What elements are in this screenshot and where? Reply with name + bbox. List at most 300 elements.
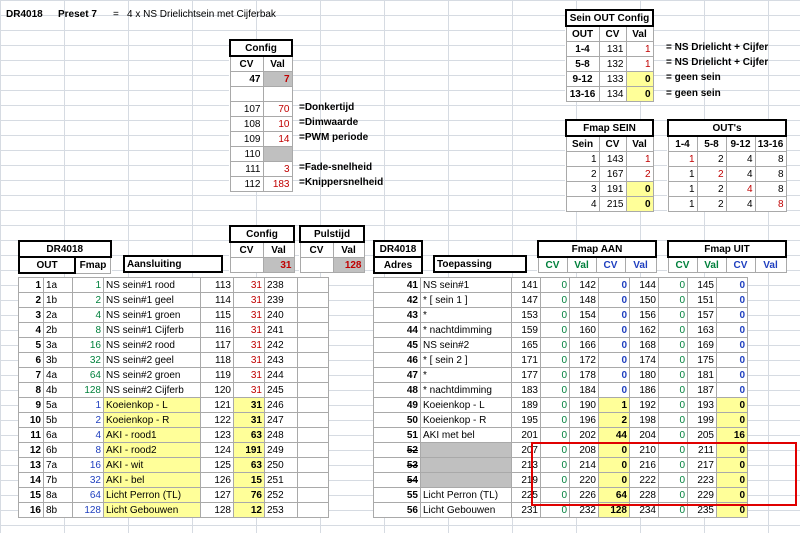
config-val[interactable]: 31 bbox=[234, 293, 265, 308]
config-cv[interactable]: 124 bbox=[201, 443, 234, 458]
puls-val-header: Val bbox=[333, 242, 364, 258]
uit-val1[interactable]: 0 bbox=[659, 323, 688, 338]
aan-val2[interactable]: 0 bbox=[599, 383, 630, 398]
uit-cv1[interactable]: 180 bbox=[630, 368, 659, 383]
config-cv[interactable]: 120 bbox=[201, 383, 234, 398]
uit-cv1[interactable]: 210 bbox=[630, 443, 659, 458]
config-val[interactable]: 15 bbox=[234, 473, 265, 488]
aan-cv1[interactable]: 147 bbox=[512, 293, 541, 308]
output-pin: 8a bbox=[44, 488, 73, 503]
pulstijd-val[interactable] bbox=[298, 383, 329, 398]
pulstijd-val[interactable] bbox=[298, 443, 329, 458]
uit-val1[interactable]: 0 bbox=[659, 368, 688, 383]
address-number: 41 bbox=[374, 278, 421, 293]
address-number: 42 bbox=[374, 293, 421, 308]
config-cv[interactable]: 119 bbox=[201, 368, 234, 383]
pulstijd-val[interactable] bbox=[298, 503, 329, 518]
pulstijd-val[interactable] bbox=[298, 338, 329, 353]
fmap-sein-cv[interactable]: 215 bbox=[599, 197, 626, 212]
pulstijd-cv[interactable]: 240 bbox=[265, 308, 298, 323]
config-val[interactable]: 70 bbox=[263, 102, 292, 117]
sein-out-val[interactable]: 0 bbox=[626, 72, 653, 87]
aan-cv2[interactable]: 232 bbox=[570, 503, 599, 518]
uit-val1[interactable]: 0 bbox=[659, 473, 688, 488]
output-pin: 8b bbox=[44, 503, 73, 518]
output-pin: 7b bbox=[44, 473, 73, 488]
config-val[interactable]: 3 bbox=[263, 162, 292, 177]
uit-cv1[interactable]: 144 bbox=[630, 278, 659, 293]
aansluiting-name[interactable]: Koeienkop - R bbox=[104, 413, 201, 428]
uit-cv1[interactable]: 150 bbox=[630, 293, 659, 308]
pulstijd-val[interactable] bbox=[298, 488, 329, 503]
toepassing-name[interactable]: Licht Gebouwen bbox=[421, 503, 512, 518]
config-val[interactable]: 31 bbox=[234, 353, 265, 368]
aan-cv2[interactable]: 184 bbox=[570, 383, 599, 398]
uit-val1[interactable]: 0 bbox=[659, 503, 688, 518]
aan-val2[interactable]: 0 bbox=[599, 323, 630, 338]
config-val[interactable]: 10 bbox=[263, 117, 292, 132]
outs-cell: 1 bbox=[668, 197, 697, 212]
uit-cv1[interactable]: 216 bbox=[630, 458, 659, 473]
uit-val1[interactable]: 0 bbox=[659, 458, 688, 473]
uit-cv1[interactable]: 228 bbox=[630, 488, 659, 503]
sein-out-cv[interactable]: 133 bbox=[599, 72, 626, 87]
aan-cv1[interactable]: 141 bbox=[512, 278, 541, 293]
aan-cv2[interactable]: 208 bbox=[570, 443, 599, 458]
fmap-value: 8 bbox=[73, 323, 104, 338]
aan-cv1[interactable]: 189 bbox=[512, 398, 541, 413]
aan-cv2[interactable]: 178 bbox=[570, 368, 599, 383]
pulstijd-cv[interactable]: 249 bbox=[265, 443, 298, 458]
aan-cv1[interactable]: 171 bbox=[512, 353, 541, 368]
uit-val2[interactable]: 0 bbox=[717, 458, 748, 473]
pulstijd-val[interactable] bbox=[298, 428, 329, 443]
output-number: 13 bbox=[19, 458, 44, 473]
aansluiting-name[interactable]: NS sein#2 rood bbox=[104, 338, 201, 353]
pulstijd-val[interactable] bbox=[298, 368, 329, 383]
toepassing-name[interactable]: NS sein#1 bbox=[421, 278, 512, 293]
address-number: 45 bbox=[374, 338, 421, 353]
config-val[interactable]: 31 bbox=[234, 323, 265, 338]
outs-cell: 8 bbox=[755, 152, 786, 167]
right-device-header: DR4018 bbox=[374, 241, 422, 257]
aan-val1[interactable]: 0 bbox=[541, 458, 570, 473]
uit-val2[interactable]: 0 bbox=[717, 353, 748, 368]
fmap-sein-val[interactable]: 1 bbox=[626, 152, 653, 167]
address-number: 44 bbox=[374, 323, 421, 338]
config-val[interactable]: 191 bbox=[234, 443, 265, 458]
fmap-sein-val[interactable]: 0 bbox=[626, 182, 653, 197]
uit-cv1[interactable]: 186 bbox=[630, 383, 659, 398]
config-cv[interactable]: 111 bbox=[230, 162, 263, 177]
config-cv[interactable]: 110 bbox=[230, 147, 263, 162]
toepassing-name[interactable]: Koeienkop - R bbox=[421, 413, 512, 428]
uit-val2[interactable]: 0 bbox=[717, 338, 748, 353]
uit-cv1[interactable]: 234 bbox=[630, 503, 659, 518]
toepassing-name[interactable] bbox=[421, 443, 512, 458]
config-cv[interactable]: 47 bbox=[230, 72, 263, 87]
fmap-value: 8 bbox=[73, 443, 104, 458]
aan-val1[interactable]: 0 bbox=[541, 443, 570, 458]
aansluiting-name[interactable]: AKI - bel bbox=[104, 473, 201, 488]
uit-val2[interactable]: 16 bbox=[717, 428, 748, 443]
aan-cv1[interactable]: 159 bbox=[512, 323, 541, 338]
config-cv[interactable]: 121 bbox=[201, 398, 234, 413]
sein-out-val[interactable]: 1 bbox=[626, 57, 653, 72]
aan-val1[interactable]: 0 bbox=[541, 488, 570, 503]
uit-val1[interactable]: 0 bbox=[659, 443, 688, 458]
aansluiting-name[interactable]: NS sein#2 geel bbox=[104, 353, 201, 368]
output-number: 1 bbox=[19, 278, 44, 293]
uit-val2[interactable]: 0 bbox=[717, 473, 748, 488]
aan-val2[interactable]: 128 bbox=[599, 503, 630, 518]
aan-cv1[interactable]: 153 bbox=[512, 308, 541, 323]
pulstijd-val[interactable] bbox=[298, 413, 329, 428]
uit-val1[interactable]: 0 bbox=[659, 488, 688, 503]
config-val[interactable] bbox=[263, 147, 292, 162]
aan-cv2[interactable]: 202 bbox=[570, 428, 599, 443]
pulstijd-cv[interactable]: 244 bbox=[265, 368, 298, 383]
address-row bbox=[374, 383, 748, 398]
aan-cv2[interactable]: 214 bbox=[570, 458, 599, 473]
uit-val2[interactable]: 0 bbox=[717, 413, 748, 428]
aan-val2[interactable]: 1 bbox=[599, 398, 630, 413]
output-number: 3 bbox=[19, 308, 44, 323]
pulstijd-cv[interactable]: 253 bbox=[265, 503, 298, 518]
uit-cv2[interactable]: 151 bbox=[688, 293, 717, 308]
toepassing-name[interactable]: * bbox=[421, 308, 512, 323]
uit-cv2[interactable]: 205 bbox=[688, 428, 717, 443]
output-pin: 7a bbox=[44, 458, 73, 473]
uit-val2[interactable]: 0 bbox=[717, 293, 748, 308]
output-row bbox=[19, 323, 329, 338]
aan-cv1[interactable]: 177 bbox=[512, 368, 541, 383]
fmap-sein-val[interactable]: 0 bbox=[626, 197, 653, 212]
aan-val2[interactable]: 0 bbox=[599, 353, 630, 368]
uit-cv2[interactable]: 229 bbox=[688, 488, 717, 503]
sein-out-config-table bbox=[565, 9, 654, 102]
aan-val2[interactable]: 0 bbox=[599, 368, 630, 383]
pulstijd-cv[interactable]: 246 bbox=[265, 398, 298, 413]
aansluiting-name[interactable]: NS sein#1 groen bbox=[104, 308, 201, 323]
output-number: 4 bbox=[19, 323, 44, 338]
uit-val2[interactable]: 0 bbox=[717, 398, 748, 413]
uit-val1[interactable]: 0 bbox=[659, 413, 688, 428]
toepassing-name[interactable]: * nachtdimming bbox=[421, 383, 512, 398]
toepassing-name[interactable]: * [ sein 2 ] bbox=[421, 353, 512, 368]
toepassing-name[interactable]: * [ sein 1 ] bbox=[421, 293, 512, 308]
pulstijd-cv[interactable]: 242 bbox=[265, 338, 298, 353]
pulstijd-val[interactable] bbox=[298, 353, 329, 368]
uit-cv2[interactable]: 235 bbox=[688, 503, 717, 518]
aansluiting-name[interactable]: Licht Perron (TL) bbox=[104, 488, 201, 503]
sein-out-cv[interactable]: 132 bbox=[599, 57, 626, 72]
config-val[interactable]: 31 bbox=[234, 338, 265, 353]
aan-cv2[interactable]: 142 bbox=[570, 278, 599, 293]
aan-val1[interactable]: 0 bbox=[541, 323, 570, 338]
config-cv[interactable]: 125 bbox=[201, 458, 234, 473]
aan-val1[interactable]: 0 bbox=[541, 503, 570, 518]
config-val[interactable]: 7 bbox=[263, 72, 292, 87]
toepassing-name[interactable]: AKI met bel bbox=[421, 428, 512, 443]
uit-cv1[interactable]: 168 bbox=[630, 338, 659, 353]
config-val[interactable]: 31 bbox=[234, 398, 265, 413]
sein-out-range: 5-8 bbox=[566, 57, 599, 72]
aan-cv2[interactable]: 166 bbox=[570, 338, 599, 353]
config-val[interactable]: 31 bbox=[234, 278, 265, 293]
aan-val1[interactable]: 0 bbox=[541, 383, 570, 398]
fmap-sein-val[interactable]: 2 bbox=[626, 167, 653, 182]
config-val[interactable]: 14 bbox=[263, 132, 292, 147]
aansluiting-name[interactable]: NS sein#1 geel bbox=[104, 293, 201, 308]
toepassing-header: Toepassing bbox=[434, 256, 526, 272]
uit-cv1[interactable]: 222 bbox=[630, 473, 659, 488]
uit-cv1[interactable]: 192 bbox=[630, 398, 659, 413]
config-cv[interactable]: 113 bbox=[201, 278, 234, 293]
config-cv[interactable]: 122 bbox=[201, 413, 234, 428]
aan-cv1[interactable]: 219 bbox=[512, 473, 541, 488]
pulstijd-cv[interactable]: 252 bbox=[265, 488, 298, 503]
output-row bbox=[19, 458, 329, 473]
pulstijd-cv[interactable]: 241 bbox=[265, 323, 298, 338]
uit-cv2[interactable]: 187 bbox=[688, 383, 717, 398]
aan-cv2[interactable]: 196 bbox=[570, 413, 599, 428]
aan-cv2[interactable]: 154 bbox=[570, 308, 599, 323]
outs-cell: 2 bbox=[697, 167, 726, 182]
aan-val2[interactable]: 0 bbox=[599, 473, 630, 488]
aan-cv2[interactable]: 160 bbox=[570, 323, 599, 338]
pulstijd-cv[interactable]: 251 bbox=[265, 473, 298, 488]
pulstijd-cv[interactable]: 247 bbox=[265, 413, 298, 428]
toepassing-name[interactable]: Licht Perron (TL) bbox=[421, 488, 512, 503]
pulstijd-val[interactable] bbox=[298, 308, 329, 323]
uit-val2[interactable]: 0 bbox=[717, 383, 748, 398]
aan-val2[interactable]: 0 bbox=[599, 338, 630, 353]
fmap-uit-header bbox=[667, 240, 787, 273]
config-cv[interactable]: 126 bbox=[201, 473, 234, 488]
sein-out-label: = NS Drielicht + Cijfer bbox=[666, 57, 769, 68]
sein-out-val[interactable]: 0 bbox=[626, 87, 653, 102]
aan-cv1[interactable]: 195 bbox=[512, 413, 541, 428]
puls-master-val[interactable]: 128 bbox=[333, 258, 364, 273]
output-pin: 5b bbox=[44, 413, 73, 428]
uit-val1[interactable]: 0 bbox=[659, 293, 688, 308]
uit-val2[interactable]: 0 bbox=[717, 278, 748, 293]
pulstijd-title: Pulstijd bbox=[300, 226, 364, 242]
aansluiting-name[interactable]: Licht Gebouwen bbox=[104, 503, 201, 518]
uit-cv1[interactable]: 156 bbox=[630, 308, 659, 323]
fmap-sein-cv[interactable]: 167 bbox=[599, 167, 626, 182]
aansluiting-name[interactable]: AKI - wit bbox=[104, 458, 201, 473]
uit-val2[interactable]: 0 bbox=[717, 488, 748, 503]
aan-val1[interactable]: 0 bbox=[541, 353, 570, 368]
config-cv[interactable]: 123 bbox=[201, 428, 234, 443]
aan-cv2[interactable]: 148 bbox=[570, 293, 599, 308]
uit-cv1[interactable]: 162 bbox=[630, 323, 659, 338]
address-number: 50 bbox=[374, 413, 421, 428]
output-pin: 4a bbox=[44, 368, 73, 383]
aan-val2[interactable]: 0 bbox=[599, 443, 630, 458]
aan-cv2-header: CV bbox=[596, 257, 625, 273]
aan-cv1[interactable]: 165 bbox=[512, 338, 541, 353]
uit-val2[interactable]: 0 bbox=[717, 443, 748, 458]
aan-val1[interactable]: 0 bbox=[541, 338, 570, 353]
pulstijd-cv[interactable]: 238 bbox=[265, 278, 298, 293]
pulstijd-cv[interactable]: 239 bbox=[265, 293, 298, 308]
toepassing-name[interactable]: * nachtdimming bbox=[421, 323, 512, 338]
uit-val1[interactable]: 0 bbox=[659, 383, 688, 398]
pulstijd-val[interactable] bbox=[298, 473, 329, 488]
config-val[interactable]: 76 bbox=[234, 488, 265, 503]
config-val[interactable]: 31 bbox=[234, 413, 265, 428]
aan-cv1[interactable]: 183 bbox=[512, 383, 541, 398]
aansluiting-name[interactable]: NS sein#2 groen bbox=[104, 368, 201, 383]
aan-cv2[interactable]: 226 bbox=[570, 488, 599, 503]
config2-master-val[interactable]: 31 bbox=[263, 258, 294, 273]
aan-val2[interactable]: 44 bbox=[599, 428, 630, 443]
aan-cv2[interactable]: 220 bbox=[570, 473, 599, 488]
pulstijd-cv[interactable]: 243 bbox=[265, 353, 298, 368]
aan-cv1[interactable]: 201 bbox=[512, 428, 541, 443]
uit-val1[interactable]: 0 bbox=[659, 398, 688, 413]
uit-val1[interactable]: 0 bbox=[659, 353, 688, 368]
aan-cv2[interactable]: 172 bbox=[570, 353, 599, 368]
uit-cv2[interactable]: 175 bbox=[688, 353, 717, 368]
output-row bbox=[19, 383, 329, 398]
config-cv[interactable]: 128 bbox=[201, 503, 234, 518]
aan-cv1[interactable]: 225 bbox=[512, 488, 541, 503]
config-val[interactable]: 63 bbox=[234, 458, 265, 473]
left-header-table bbox=[18, 240, 112, 274]
uit-cv1[interactable]: 198 bbox=[630, 413, 659, 428]
config-cv[interactable]: 112 bbox=[230, 177, 263, 192]
config-cv[interactable]: 116 bbox=[201, 323, 234, 338]
aan-val1[interactable]: 0 bbox=[541, 278, 570, 293]
uit-cv2[interactable]: 199 bbox=[688, 413, 717, 428]
aan-val2[interactable]: 0 bbox=[599, 278, 630, 293]
address-number: 46 bbox=[374, 353, 421, 368]
aan-cv2[interactable]: 190 bbox=[570, 398, 599, 413]
aansluiting-name[interactable]: NS sein#1 rood bbox=[104, 278, 201, 293]
config-table bbox=[229, 39, 293, 192]
uit-cv1[interactable]: 204 bbox=[630, 428, 659, 443]
config-val[interactable]: 31 bbox=[234, 308, 265, 323]
pulstijd-val[interactable] bbox=[298, 398, 329, 413]
aansluiting-name[interactable]: Koeienkop - L bbox=[104, 398, 201, 413]
uit-cv1[interactable]: 174 bbox=[630, 353, 659, 368]
uit-val2[interactable]: 0 bbox=[717, 323, 748, 338]
uit-cv2[interactable]: 193 bbox=[688, 398, 717, 413]
uit-cv2[interactable]: 157 bbox=[688, 308, 717, 323]
uit-cv2[interactable]: 223 bbox=[688, 473, 717, 488]
uit-cv2[interactable]: 163 bbox=[688, 323, 717, 338]
pulstijd-val[interactable] bbox=[298, 293, 329, 308]
uit-val1[interactable]: 0 bbox=[659, 428, 688, 443]
aan-cv1[interactable]: 213 bbox=[512, 458, 541, 473]
config-val[interactable]: 183 bbox=[263, 177, 292, 192]
aan-val2[interactable]: 0 bbox=[599, 293, 630, 308]
pulstijd-cv[interactable]: 250 bbox=[265, 458, 298, 473]
fmap-sein-num: 3 bbox=[566, 182, 599, 197]
config-cv[interactable]: 109 bbox=[230, 132, 263, 147]
toepassing-name[interactable] bbox=[421, 458, 512, 473]
uit-cv2[interactable]: 217 bbox=[688, 458, 717, 473]
pulstijd-val[interactable] bbox=[298, 323, 329, 338]
toepassing-name[interactable]: * bbox=[421, 368, 512, 383]
pulstijd-cv[interactable]: 245 bbox=[265, 383, 298, 398]
config-cv[interactable]: 118 bbox=[201, 353, 234, 368]
aan-val1[interactable]: 0 bbox=[541, 398, 570, 413]
aan-cv1[interactable]: 231 bbox=[512, 503, 541, 518]
uit-val2[interactable]: 0 bbox=[717, 368, 748, 383]
config-cv[interactable]: 117 bbox=[201, 338, 234, 353]
pulstijd-cv[interactable]: 248 bbox=[265, 428, 298, 443]
aan-val1[interactable]: 0 bbox=[541, 368, 570, 383]
aansl-header-table bbox=[123, 255, 223, 273]
aan-val1[interactable]: 0 bbox=[541, 308, 570, 323]
aan-val1[interactable]: 0 bbox=[541, 293, 570, 308]
toepassing-name[interactable] bbox=[421, 473, 512, 488]
aansluiting-name[interactable]: AKI - rood1 bbox=[104, 428, 201, 443]
uit-val2[interactable]: 0 bbox=[717, 308, 748, 323]
uit-cv2[interactable]: 169 bbox=[688, 338, 717, 353]
output-number: 16 bbox=[19, 503, 44, 518]
aan-val1[interactable]: 0 bbox=[541, 473, 570, 488]
aansluiting-name[interactable]: AKI - rood2 bbox=[104, 443, 201, 458]
uit-val1[interactable]: 0 bbox=[659, 338, 688, 353]
config-cv[interactable]: 107 bbox=[230, 102, 263, 117]
aan-val1[interactable]: 0 bbox=[541, 428, 570, 443]
uit-val1[interactable]: 0 bbox=[659, 308, 688, 323]
fmap-sein-cv[interactable]: 191 bbox=[599, 182, 626, 197]
uit-cv2[interactable]: 211 bbox=[688, 443, 717, 458]
aan-val1[interactable]: 0 bbox=[541, 413, 570, 428]
aansluiting-name[interactable]: NS sein#1 Cijferb bbox=[104, 323, 201, 338]
title-eq: = bbox=[113, 9, 119, 20]
aan-cv1[interactable]: 207 bbox=[512, 443, 541, 458]
pulstijd-val[interactable] bbox=[298, 458, 329, 473]
address-row bbox=[374, 368, 748, 383]
fmap-sein-cv[interactable]: 143 bbox=[599, 152, 626, 167]
aan-val2[interactable]: 0 bbox=[599, 308, 630, 323]
config-val[interactable]: 63 bbox=[234, 428, 265, 443]
aansluiting-name[interactable]: NS sein#2 Cijferb bbox=[104, 383, 201, 398]
sein-out-val[interactable]: 1 bbox=[626, 42, 653, 57]
toepassing-name[interactable]: Koeienkop - L bbox=[421, 398, 512, 413]
uit-cv2[interactable]: 145 bbox=[688, 278, 717, 293]
config-val[interactable]: 31 bbox=[234, 368, 265, 383]
uit-cv2[interactable]: 181 bbox=[688, 368, 717, 383]
config-cv[interactable]: 114 bbox=[201, 293, 234, 308]
config-cv[interactable]: 108 bbox=[230, 117, 263, 132]
config-val[interactable]: 31 bbox=[234, 383, 265, 398]
config-cv[interactable]: 127 bbox=[201, 488, 234, 503]
config-cv[interactable]: 115 bbox=[201, 308, 234, 323]
uit-val2[interactable]: 0 bbox=[717, 503, 748, 518]
uit-val1[interactable]: 0 bbox=[659, 278, 688, 293]
sein-out-cv[interactable]: 131 bbox=[599, 42, 626, 57]
pulstijd-val[interactable] bbox=[298, 278, 329, 293]
aan-val2[interactable]: 64 bbox=[599, 488, 630, 503]
toepassing-name[interactable]: NS sein#2 bbox=[421, 338, 512, 353]
aan-val2[interactable]: 0 bbox=[599, 458, 630, 473]
aan-val2[interactable]: 2 bbox=[599, 413, 630, 428]
sein-out-header: OUT bbox=[566, 26, 599, 42]
config-label: =PWM periode bbox=[299, 132, 369, 143]
sein-out-cv[interactable]: 134 bbox=[599, 87, 626, 102]
config-val[interactable]: 12 bbox=[234, 503, 265, 518]
fmap-value: 1 bbox=[73, 278, 104, 293]
